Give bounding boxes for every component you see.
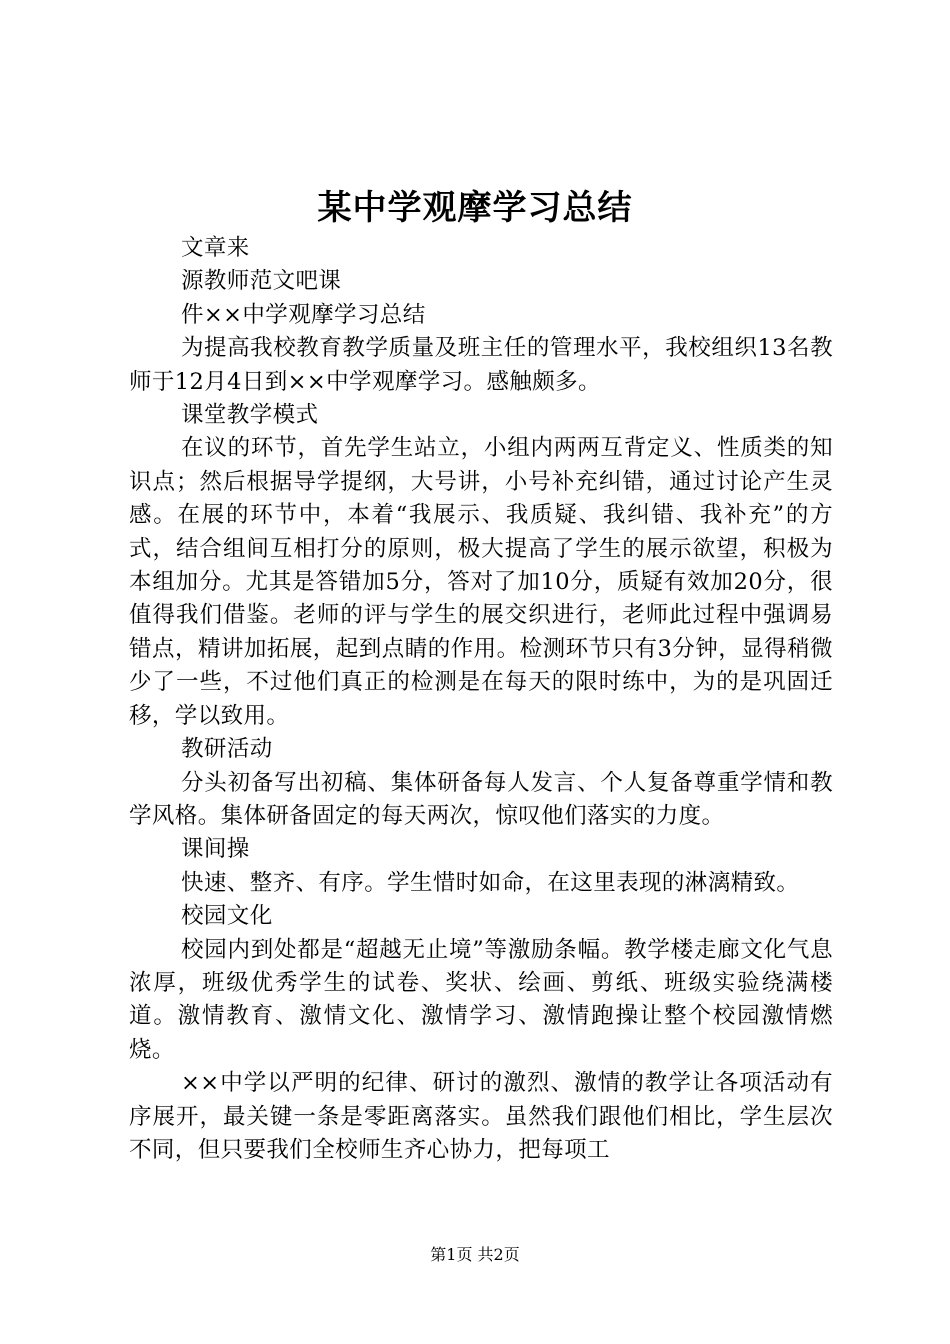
paragraph-source-3: 件××中学观摩学习总结 [181, 301, 426, 328]
section-heading-research: 教研活动 [181, 736, 273, 763]
paragraph-research: 分头初备写出初稿、集体研备每人发言、个人复备尊重学情和教学风格。集体研备固定的每天两次，惊叹他们落实的力度。 [129, 769, 833, 829]
page-footer: 第1页 共2页 [430, 1245, 520, 1264]
paragraph-intro: 为提高我校教育教学质量及班主任的管理水平，我校组织13名教师于12月4日到××中学观摩学习。感触颇多。 [129, 335, 833, 395]
section-heading-classroom: 课堂教学模式 [181, 402, 319, 429]
section-heading-exercise: 课间操 [181, 836, 250, 863]
section-heading-culture: 校园文化 [181, 903, 273, 930]
paragraph-exercise: 快速、整齐、有序。学生惜时如命，在这里表现的淋漓精致。 [181, 869, 800, 896]
paragraph-source-1: 文章来 [181, 235, 250, 261]
document-body [129, 232, 833, 1167]
paragraph-conclusion: ××中学以严明的纪律、研讨的激烈、激情的教学让各项活动有序展开，最关键一条是零距离落实。虽然我们跟他们相比，学生层次不同，但只要我们全校师生齐心协力，把每项工 [129, 1070, 833, 1163]
document-title: 某中学观摩学习总结 [317, 188, 633, 228]
paragraph-classroom: 在议的环节，首先学生站立，小组内两两互背定义、性质类的知识点；然后根据导学提纲，大号讲，小号补充纠错，通过讨论产生灵感。在展的环节中，本着“我展示、我质疑、我纠错、我补充”的方式，结合组间互相打分的原则，极大提高了学生的展示欲望，积极为本组加分。尤其是答错加5分，答对了加10分，质疑有效加20分，很值得我们借鉴。老师的评与学生的展交织进行，老师此过程中强调易错点，精讲加拓展，起到点睛的作用。检测环节只有3分钟，显得稍微少了一些，不过他们真正的检测是在每天的限时练中，为的是巩固迁移，学以致用。 [129, 435, 833, 729]
paragraph-source-2: 源教师范文吧课 [181, 268, 342, 295]
paragraph-culture: 校园内到处都是“超越无止境”等激励条幅。教学楼走廊文化气息浓厚，班级优秀学生的试卷、奖状、绘画、剪纸、班级实验绕满楼道。激情教育、激情文化、激情学习、激情跑操让整个校园激情燃烧。 [129, 936, 833, 1063]
